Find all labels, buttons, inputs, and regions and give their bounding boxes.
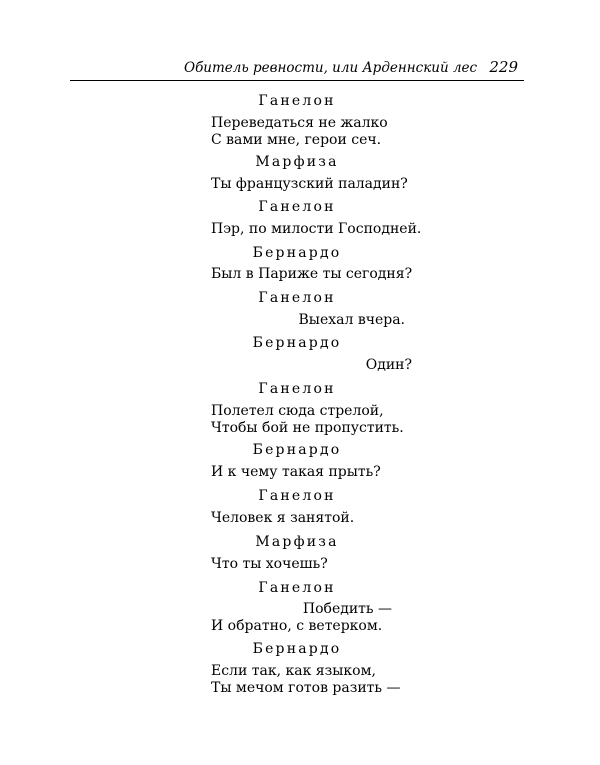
speaker-name: Марфиза: [255, 534, 339, 550]
speaker-name: Марфиза: [255, 154, 339, 170]
verse-line: Чтобы бой не пропустить.: [211, 420, 404, 436]
speaker-name: Бернардо: [252, 641, 342, 657]
speaker-name: Ганелон: [258, 290, 336, 306]
verse-line: Был в Париже ты сегодня?: [211, 266, 413, 282]
verse-line: Человек я занятой.: [211, 510, 355, 526]
speaker-name: Ганелон: [258, 488, 336, 504]
verse-line: Ты французский паладин?: [211, 176, 408, 192]
verse-line: Ты мечом готов разить —: [211, 680, 401, 696]
speaker-name: Ганелон: [258, 381, 336, 397]
speaker-name: Бернардо: [252, 245, 342, 261]
speaker-name: Бернардо: [252, 335, 342, 351]
verse-line: С вами мне, герои сеч.: [211, 132, 382, 148]
verse-line: Полетел сюда стрелой,: [211, 403, 384, 419]
verse-line: Пэр, по милости Господней.: [211, 221, 422, 237]
page-number: 229: [489, 58, 518, 76]
verse-line: Что ты хочешь?: [211, 556, 328, 572]
speaker-name: Бернардо: [252, 442, 342, 458]
speaker-name: Ганелон: [258, 199, 336, 215]
verse-line: И к чему такая прыть?: [211, 464, 381, 480]
speaker-name: Ганелон: [258, 93, 336, 109]
verse-line: Переведаться не жалко: [211, 115, 388, 131]
running-header: [70, 58, 524, 81]
verse-line: Один?: [365, 357, 412, 373]
verse-line: Победить —: [302, 601, 392, 617]
verse-line: Если так, как языком,: [211, 663, 376, 679]
verse-line: И обратно, с ветерком.: [211, 618, 383, 634]
speaker-name: Ганелон: [258, 580, 336, 596]
verse-line: Выехал вчера.: [298, 312, 405, 328]
running-title: Обитель ревности, или Арденнский лес: [184, 60, 478, 76]
